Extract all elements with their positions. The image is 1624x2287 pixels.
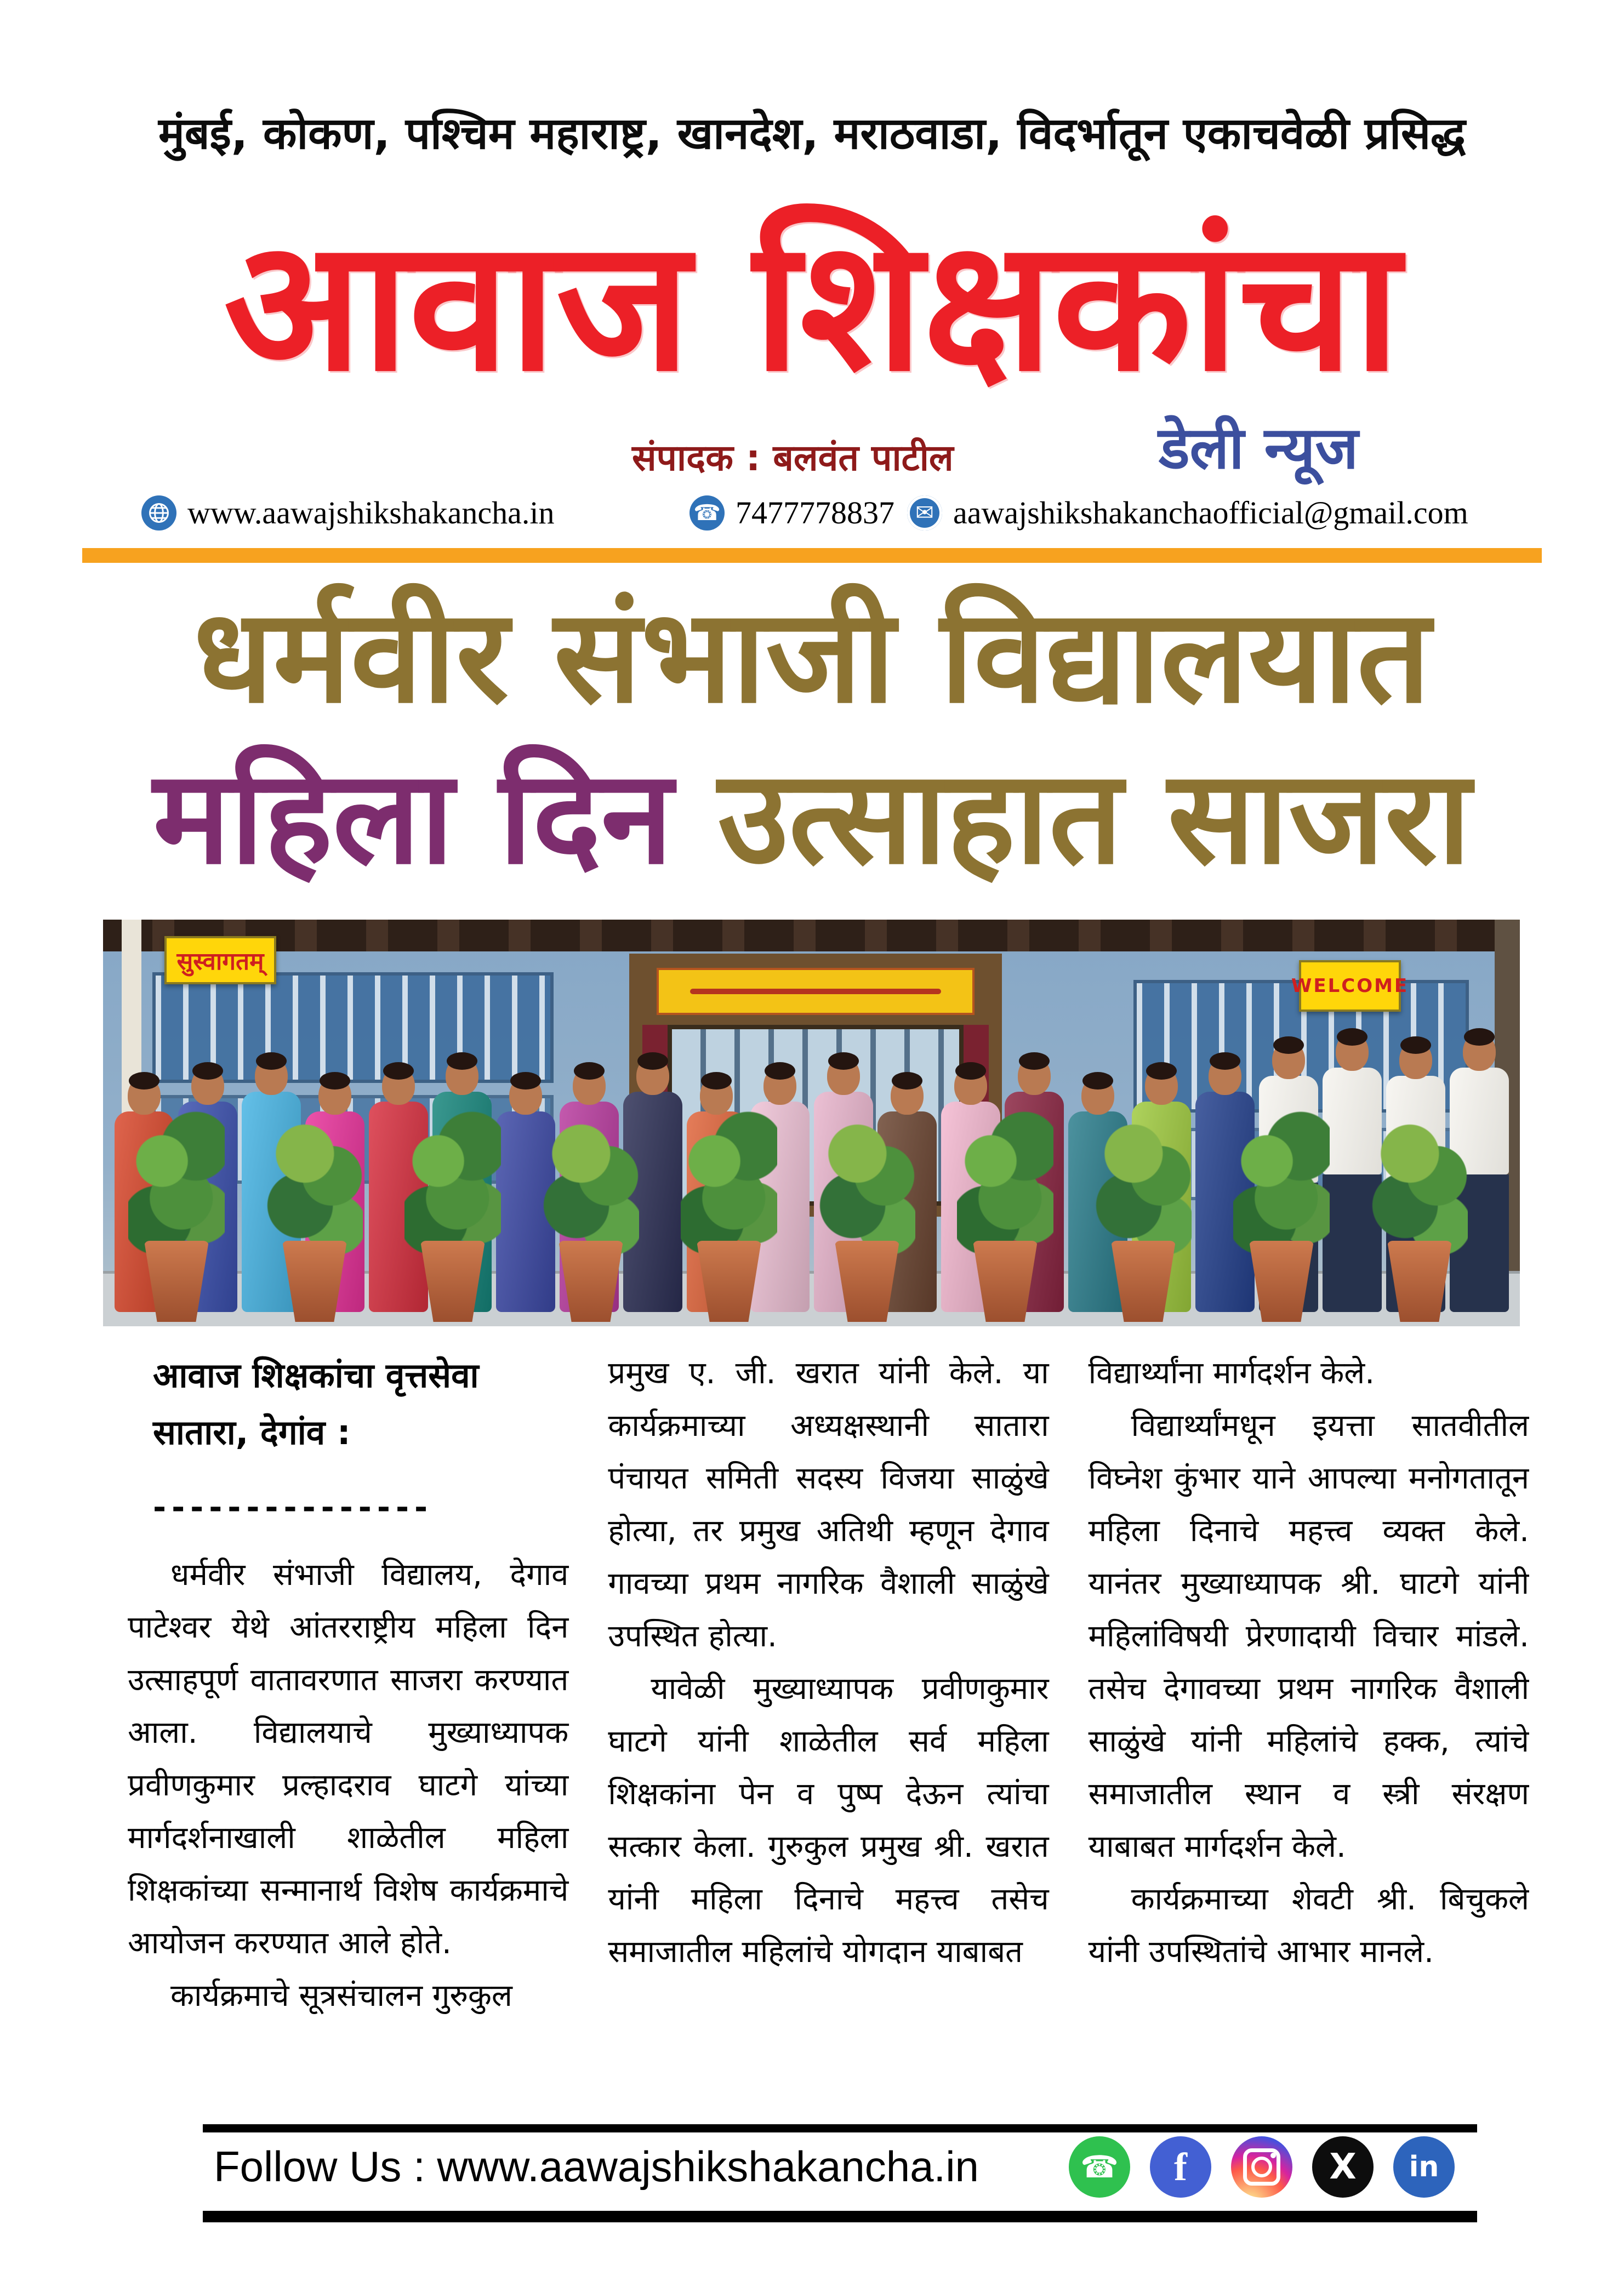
person-man — [1450, 1033, 1509, 1312]
edition-label: डेली न्यूज — [1158, 414, 1359, 482]
x-twitter-icon[interactable]: X — [1312, 2136, 1374, 2198]
person-woman — [115, 1076, 174, 1312]
person-woman — [877, 1076, 937, 1312]
editor-name: संपादक : बलवंत पाटील — [631, 437, 954, 479]
entrance-signboard — [657, 968, 975, 1015]
footer-bottom-rule — [203, 2211, 1477, 2222]
byline-line1: आवाज शिक्षकांचा वृत्तसेवा — [153, 1355, 479, 1395]
person-woman — [1005, 1057, 1064, 1312]
paragraph: प्रमुख ए. जी. खरात यांनी केले. या कार्यक्रमाच्या अध्यक्षस्थानी सातारा पंचायत समिती सदस्य विजया साळुंखे होत्या, तर प्रमुख अतिथी म्हणून देगाव गावच्या प्रथम नागरिक वैशाली साळुंखे उपस्थित होत्या. — [608, 1355, 1049, 1654]
phone-link[interactable] — [690, 494, 894, 531]
person-woman — [814, 1057, 873, 1312]
building-roof — [103, 920, 1520, 951]
paragraph: यावेळी मुख्याध्यापक प्रवीणकुमार घाटगे यांनी शाळेतील सर्व महिला शिक्षकांना पेन व पुष्प देऊन त्यांचा सत्कार केला. गुरुकुल प्रमुख श्री. खरात यांनी महिला दिनाचे महत्त्व तसेच समाजातील महिलांचे योगदान याबाबत — [608, 1671, 1049, 1970]
newspaper-title: आवाज शिक्षकांचा — [224, 200, 1400, 411]
person-woman — [369, 1066, 428, 1312]
person-woman — [305, 1076, 364, 1312]
person-woman — [1132, 1066, 1191, 1312]
person-man — [1386, 1041, 1445, 1312]
social-icons — [1069, 2136, 1455, 2198]
website-link[interactable] — [141, 494, 554, 531]
globe-icon — [141, 495, 176, 531]
article-body — [128, 1347, 1529, 2121]
headline-line1: धर्मवीर संभाजी विद्यालयात — [193, 581, 1431, 732]
paragraph: विद्यार्थ्यांमधून इयत्ता सातवीतील विघ्नेश कुंभार याने आपल्या मनोगतातून महिला दिनाचे महत्त्व व्यक्त केले. यानंतर मुख्याध्यापक श्री. घाटगे यांनी महिलांविषयी प्रेरणादायी विचार मांडले. तसेच देगावच्या प्रथम नागरिक वैशाली साळुंखे यांनी महिलांचे हक्क, त्यांचे समाजातील स्थान व स्त्री संरक्षण याबाबत मार्गदर्शन केले. — [1088, 1408, 1529, 1864]
byline-separator: --------------- — [153, 1488, 434, 1526]
headline-purple-part: महिला दिन — [153, 742, 673, 893]
orange-divider — [82, 548, 1542, 563]
article-column-3 — [1089, 1347, 1529, 2121]
email-link[interactable] — [907, 494, 1468, 531]
phone-number: 7477778837 — [736, 495, 894, 531]
person-woman — [178, 1066, 237, 1312]
person-woman — [750, 1066, 810, 1312]
website-url: www.aawajshikshakancha.in — [187, 495, 555, 531]
person-woman — [941, 1066, 1000, 1312]
welcome-sign-english: WELCOME — [1299, 960, 1401, 1012]
distribution-tagline: मुंबई, कोकण, पश्चिम महाराष्ट्र, खानदेश, मराठवाडा, विदर्भातून एकाचवेळी प्रसिद्ध — [158, 108, 1466, 159]
footer-top-rule — [203, 2124, 1477, 2132]
whatsapp-icon[interactable]: ☎ — [1069, 2136, 1130, 2198]
person-woman — [1195, 1057, 1255, 1312]
instagram-camera-glyph — [1243, 2148, 1280, 2186]
person-woman — [560, 1066, 619, 1312]
person-woman — [242, 1057, 301, 1312]
person-woman — [496, 1076, 555, 1312]
linkedin-icon[interactable]: in — [1393, 2136, 1455, 2198]
headline-olive-part: उत्साहात साजरा — [673, 742, 1471, 893]
email-address: aawajshikshakanchaofficial@gmail.com — [953, 495, 1468, 531]
instagram-icon[interactable] — [1231, 2136, 1292, 2198]
facebook-icon[interactable]: f — [1150, 2136, 1211, 2198]
person-woman — [687, 1076, 746, 1312]
event-photo — [103, 920, 1520, 1326]
welcome-sign-marathi: सुस्वागतम् — [164, 936, 276, 984]
follow-us-text: Follow Us : www.aawajshikshakancha.in — [214, 2142, 979, 2191]
person-woman — [623, 1057, 682, 1312]
person-woman — [1068, 1076, 1127, 1312]
person-man — [1323, 1033, 1382, 1312]
article-column-2 — [608, 1347, 1049, 2121]
paragraph: धर्मवीर संभाजी विद्यालय, देगाव पाटेश्वर येथे आंतरराष्ट्रीय महिला दिन उत्साहपूर्ण वातावरणात साजरा करण्यात आला. विद्यालयाचे मुख्याध्यापक प्रवीणकुमार प्रल्हादराव घाटगे यांच्या मार्गदर्शनाखाली शाळेतील महिला शिक्षकांच्या सन्मानार्थ विशेष कार्यक्रमाचे आयोजन करण्यात आले होते. — [128, 1557, 569, 1961]
person-woman — [432, 1057, 492, 1312]
paragraph: विद्यार्थ्यांना मार्गदर्शन केले. — [1088, 1355, 1375, 1391]
paragraph: कार्यक्रमाचे सूत्रसंचालन गुरुकुल — [170, 1978, 512, 2014]
group-of-people — [106, 1033, 1517, 1312]
person-man — [1259, 1041, 1318, 1312]
headline-line2 — [0, 742, 1624, 893]
paragraph: कार्यक्रमाच्या शेवटी श्री. बिचुकले यांनी उपस्थितांचे आभार मानले. — [1088, 1881, 1529, 1970]
email-icon: ✉ — [907, 495, 942, 531]
phone-icon: ☎ — [690, 495, 725, 531]
article-column-1 — [128, 1347, 568, 2121]
byline-line2: सातारा, देगांव : — [153, 1412, 351, 1452]
